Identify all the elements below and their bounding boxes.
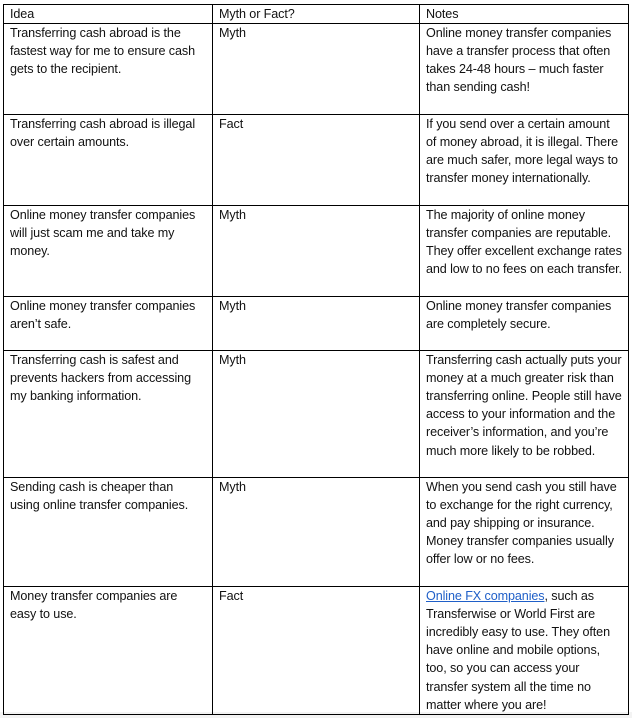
header-notes: Notes [420, 5, 629, 24]
notes-cell: When you send cash you still have to exchange for the right currency, and pay shipping or insurance. Money transfer companies usually offer low or no fees. [420, 478, 629, 587]
verdict-cell: Myth [213, 206, 420, 297]
notes-cell: Transferring cash actually puts your money at a much greater risk than transferring online. People still have access to your information and the receiver’s information, and you’re much more likely to be robbed. [420, 351, 629, 478]
notes-cell: Online money transfer companies have a transfer process that often takes 24-48 hours – much faster than sending cash! [420, 24, 629, 115]
table-row [4, 24, 629, 115]
verdict-cell: Myth [213, 351, 420, 478]
idea-cell: Transferring cash abroad is illegal over certain amounts. [4, 115, 213, 206]
notes-text: , such as Transferwise or World First are incredibly easy to use. They often have online and mobile options, too, so you can access your transfer system all the time no matter where you are! [426, 589, 610, 712]
verdict-cell: Fact [213, 115, 420, 206]
verdict-cell: Myth [213, 297, 420, 351]
table-row [4, 351, 629, 478]
idea-cell: Online money transfer companies aren’t safe. [4, 297, 213, 351]
table-row [4, 297, 629, 351]
idea-cell: Transferring cash is safest and prevents hackers from accessing my banking information. [4, 351, 213, 478]
notes-cell [420, 587, 629, 715]
notes-cell: Online money transfer companies are completely secure. [420, 297, 629, 351]
notes-cell: The majority of online money transfer companies are reputable. They offer excellent exchange rates and low to no fees on each transfer. [420, 206, 629, 297]
header-idea: Idea [4, 5, 213, 24]
table-row [4, 206, 629, 297]
verdict-cell: Myth [213, 478, 420, 587]
idea-cell: Transferring cash abroad is the fastest way for me to ensure cash gets to the recipient. [4, 24, 213, 115]
table-header-row [4, 5, 629, 24]
verdict-cell: Myth [213, 24, 420, 115]
table-row [4, 115, 629, 206]
idea-cell: Sending cash is cheaper than using online transfer companies. [4, 478, 213, 587]
idea-cell: Online money transfer companies will just scam me and take my money. [4, 206, 213, 297]
table-row [4, 478, 629, 587]
table-row [4, 587, 629, 715]
idea-cell: Money transfer companies are easy to use. [4, 587, 213, 715]
verdict-cell: Fact [213, 587, 420, 715]
notes-cell: If you send over a certain amount of money abroad, it is illegal. There are much safer, more legal ways to transfer money internationally. [420, 115, 629, 206]
online-fx-companies-link[interactable]: Online FX companies [426, 589, 545, 604]
myth-fact-table [3, 4, 629, 715]
header-myth-or-fact: Myth or Fact? [213, 5, 420, 24]
